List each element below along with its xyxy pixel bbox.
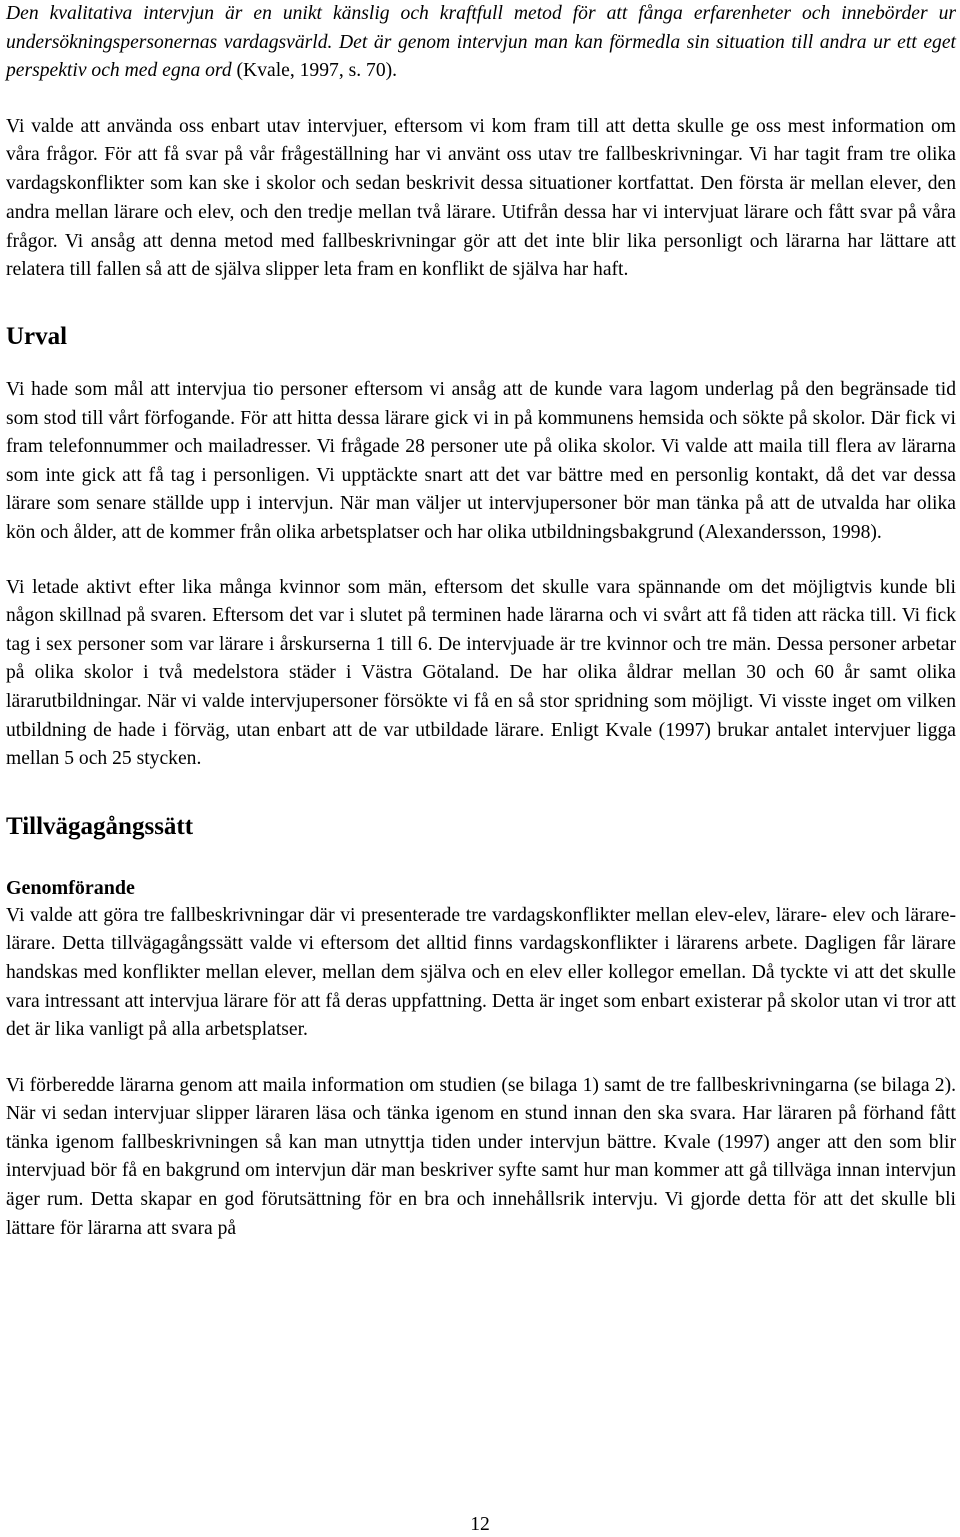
genomforande-paragraph-1: Vi valde att göra tre fallbeskrivningar där vi presenterade tre vardagskonflikter mellan elev-elev, lärare- elev och lärare- lärare. Detta tillvägagångssätt valde vi eftersom det alltid finns vardagskonflikter i lärarens arbete. Dagligen får lärare handskas med konflikter mellan elever, mellan dem själva och en elev eller kollegor emellan. Då tyckte vi att det skulle vara intressant att intervjua lärare för att få deras uppfattning. Detta är inget som enbart existerar på skolor utan vi tror att det är lika vanligt på alla arbetsplatser.	[6, 904, 956, 1041]
genomforande-paragraph-2: Vi förberedde lärarna genom att maila information om studien (se bilaga 1) samt de tre fallbeskrivningarna (se bilaga 2). När vi sedan intervjuar slipper läraren läsa och tänka igenom en stund innan den ska svara. Har läraren på förhand fått tänka igenom fallbeskrivningen så kan man utnyttja tiden under intervjun bättre. Kvale (1997) anger att den som blir intervjuad bör få en bakgrund om intervjun där man beskriver syfte samt hur man kommer att gå tillväga innan intervjun äger rum. Detta skapar en god förutsättning för en bra och innehållsrik intervju. Vi gjorde detta för att det skulle bli lättare för lärarna att svara på	[6, 1074, 956, 1239]
section-heading-tillvagagangssatt: Tillvägagångssätt	[6, 812, 194, 840]
page-number: 12	[470, 1514, 490, 1535]
intro-citation: (Kvale, 1997, s. 70).	[231, 60, 398, 82]
method-paragraph: Vi valde att använda oss enbart utav intervjuer, eftersom vi kom fram till att detta skulle ge oss mest information om våra frågor. För att få svar på vår frågeställning har vi använt oss utav tre fallbeskrivningar. Vi har tagit fram tre olika vardagskonflikter som kan ske i skolor och sedan beskrivit dessa situationer kortfattat. Den första är mellan elever, den andra mellan lärare och elev, och den tredje mellan två lärare. Utifrån dessa har vi intervjuat lärare och fått svar på våra frågor. Vi ansåg att denna metod med fallbeskrivningar gör att det inte blir lika personligt och lärarna har lättare att relatera till fallen så att de själva slipper leta fram en konflikt de själva har haft.	[6, 115, 956, 281]
intro-quote: Den kvalitativa intervjun är en unikt känslig och kraftfull metod för att fånga erfarenheter och innebörder ur undersökningspersonernas vardagsvärld. Det är genom intervjun man kan förmedla sin situation till andra ur ett eget perspektiv och med egna ord	[6, 3, 956, 82]
document-page	[6, 0, 956, 1243]
urval-paragraph-2: Vi letade aktivt efter lika många kvinnor som män, eftersom det skulle vara spännande om det möjligtvis kunde bli någon skillnad på svaren. Eftersom det var i slutet på terminen hade lärarna och vi svårt att få tiden att räcka till. Vi fick tag i sex personer som var lärare i årskurserna 1 till 6. De intervjuade är tre kvinnor och tre män. Dessa personer arbetar på olika skolor i två medelstora städer i Västra Götaland. De har olika åldrar mellan 30 och 60 år samt olika lärarutbildningar. När vi valde intervjupersoner försökte vi få en så stor spridning som möjligt. Vi visste inget om vilken utbildning de hade i förväg, utan enbart att de var utbildade lärare. Enligt Kvale (1997) brukar antalet intervjuer ligga mellan 5 och 25 stycken.	[6, 576, 956, 770]
section-heading-urval: Urval	[6, 323, 68, 350]
subsection-heading-genomforande: Genomförande	[6, 876, 135, 899]
intro-paragraph	[6, 0, 956, 86]
urval-paragraph-1: Vi hade som mål att intervjua tio personer eftersom vi ansåg att de kunde vara lagom underlag på den begränsade tid som stod till vårt förfogande. För att hitta dessa lärare gick vi in på kommunens hemsida och sökte på skolor. Där fick vi fram telefonnummer och mailadresser. Vi frågade 28 personer ute på olika skolor. Vi valde att maila till flera av lärarna som inte gick att få tag i personligen. Vi upptäckte snart att det var bättre med en personlig kontakt, då det var dessa lärare som senare ställde upp i intervjun. När man väljer ut intervjupersoner bör man tänka på att de utvalda har olika kön och ålder, att de kommer från olika arbetsplatser och har olika utbildningsbakgrund (Alexandersson, 1998).	[6, 379, 956, 543]
